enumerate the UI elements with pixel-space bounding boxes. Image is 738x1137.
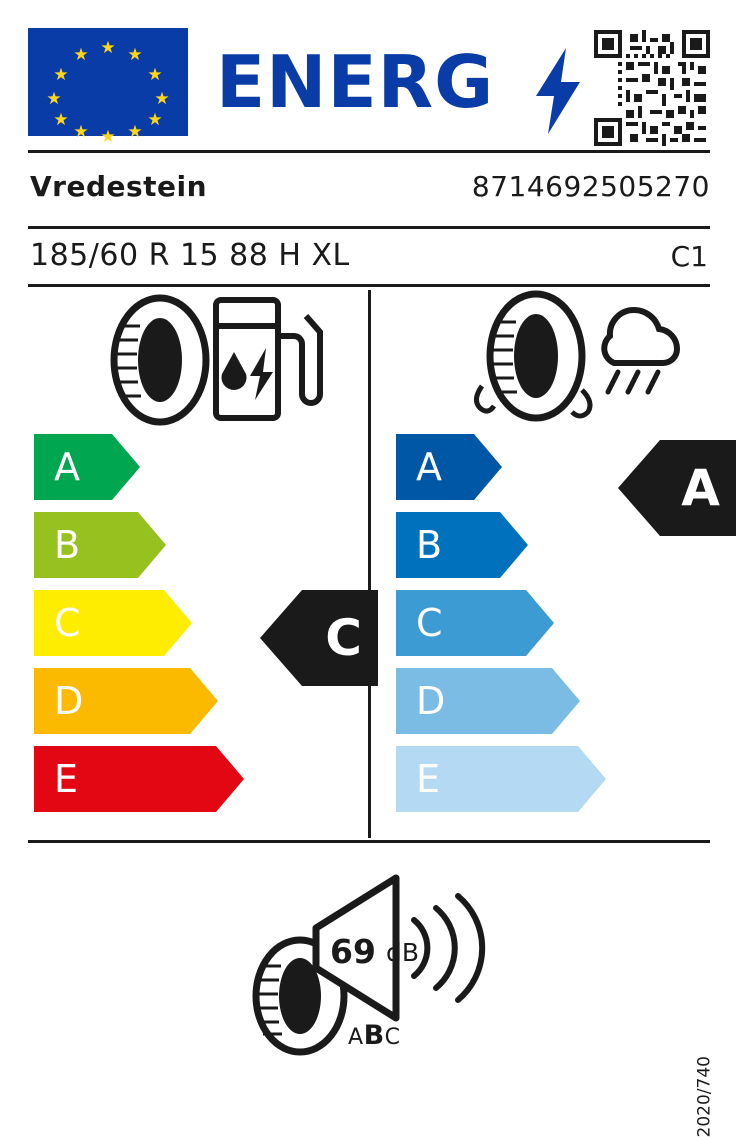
fuel-efficiency-rating <box>260 590 378 686</box>
wet-grip-scale <box>396 434 606 824</box>
tyre-size: 185/60 R 15 88 H XL <box>30 238 350 273</box>
noise-class-c: C <box>384 1025 401 1050</box>
wet-grip-pictogram <box>458 290 698 430</box>
grade-row <box>34 512 244 578</box>
divider-size <box>28 284 710 287</box>
tyre-energy-label <box>28 22 720 1137</box>
noise-class-a: A <box>348 1025 364 1050</box>
eu-flag-icon: ★ ★ ★ ★ ★ ★ ★ ★ ★ ★ ★ ★ <box>28 28 188 136</box>
ean-code: 8714692505270 <box>471 170 710 203</box>
fuel-efficiency-scale <box>34 434 244 824</box>
divider-noise <box>28 840 710 843</box>
noise-section <box>238 868 518 1058</box>
regulation-reference: 2020/740 <box>694 1056 714 1137</box>
fuel-rating-letter: C <box>325 609 362 667</box>
grade-row <box>396 590 606 656</box>
qr-code-icon <box>594 30 710 146</box>
brand-name: Vredestein <box>30 170 208 203</box>
noise-value: 69 <box>330 932 376 971</box>
grade-letter: A <box>54 445 80 489</box>
rain-cloud-icon <box>604 310 677 392</box>
fuel-efficiency-pictogram <box>98 290 328 430</box>
grade-row <box>34 746 244 812</box>
noise-class-scale <box>348 1020 401 1051</box>
grade-row <box>396 746 606 812</box>
grade-row <box>396 512 606 578</box>
grade-row <box>396 668 606 734</box>
divider-center <box>368 290 371 838</box>
grade-letter: B <box>416 523 443 567</box>
tyre-class-code: C1 <box>670 240 708 273</box>
noise-unit: dB <box>386 938 420 967</box>
tyre-icon <box>490 294 582 418</box>
grade-letter: E <box>416 757 441 801</box>
tyre-icon <box>114 298 206 422</box>
grade-arrow <box>34 434 140 500</box>
label-header <box>28 22 710 147</box>
wet-grip-rating <box>618 440 736 536</box>
wet-rating-letter: A <box>681 459 720 517</box>
grade-letter: D <box>416 679 446 723</box>
grade-letter: C <box>54 601 81 645</box>
grade-letter: E <box>54 757 79 801</box>
grade-row <box>34 668 244 734</box>
divider-top <box>28 150 710 153</box>
lightning-bolt-icon <box>536 48 580 134</box>
grade-letter: D <box>54 679 84 723</box>
grade-row <box>396 434 606 500</box>
grade-row <box>34 590 244 656</box>
grade-letter: C <box>416 601 443 645</box>
page-title: ENERG <box>216 40 495 124</box>
grade-letter: A <box>416 445 442 489</box>
noise-class-b: B <box>363 1020 385 1051</box>
grade-row <box>34 434 244 500</box>
grade-arrow <box>396 434 502 500</box>
divider-brand <box>28 226 710 229</box>
grade-letter: B <box>54 523 81 567</box>
